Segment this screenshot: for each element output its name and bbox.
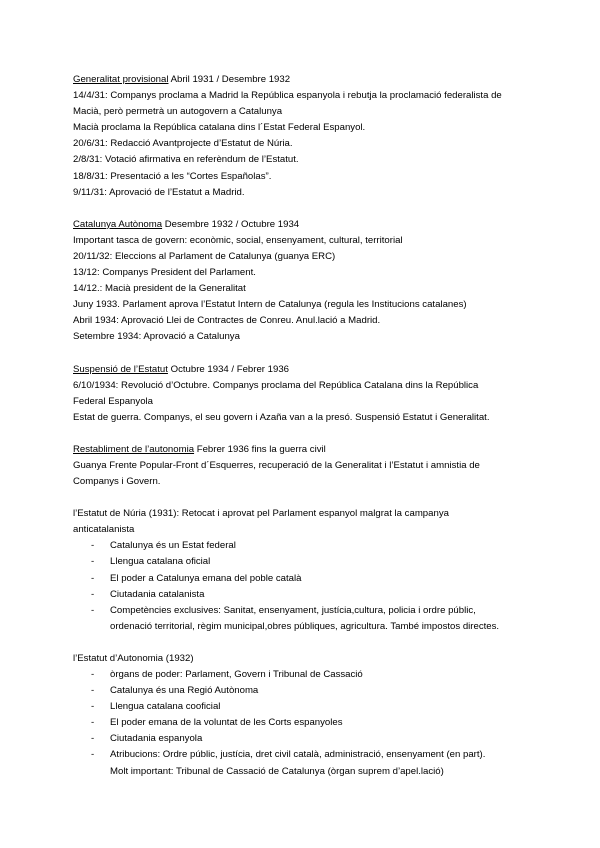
paragraph-intro: l’Estatut d’Autonomia (1932) xyxy=(73,652,194,664)
document-page xyxy=(73,72,543,780)
text-line: 14/12.: Macià president de la Generalitat xyxy=(73,283,246,295)
paragraph-intro: l’Estatut de Núria (1931): Retocat i aprovat pel Parlament espanyol malgrat la campanya xyxy=(73,508,449,520)
section-period: Febrer 1936 fins la guerra civil xyxy=(194,443,326,455)
section-period: Octubre 1934 / Febrer 1936 xyxy=(167,363,289,375)
section-title: Restabliment de l’autonomia xyxy=(73,443,195,455)
list-item-text: El poder a Catalunya emana del poble català xyxy=(110,572,302,584)
text-line: Companys i Govern. xyxy=(73,476,161,488)
list-dash: - xyxy=(91,604,95,616)
list-item xyxy=(73,603,543,635)
text-line: 9/11/31: Aprovació de l’Estatut a Madrid. xyxy=(73,186,245,198)
list-item-text: Molt important: Tribunal de Cassació de Catalunya (òrgan suprem d’apel.lació) xyxy=(110,765,444,777)
text-line: 20/11/32: Eleccions al Parlament de Catalunya (guanya ERC) xyxy=(73,250,336,262)
section-period: Desembre 1932 / Octubre 1934 xyxy=(162,218,300,230)
list-dash: - xyxy=(91,685,95,697)
text-line: Abril 1934: Aprovació Llei de Contractes de Conreu. Anul.lació a Madrid. xyxy=(73,315,381,327)
list-item xyxy=(73,747,543,779)
text-line: 18/8/31: Presentació a les “Cortes Españolas”. xyxy=(73,170,272,182)
list-item xyxy=(73,731,543,747)
text-line: 20/6/31: Redacció Avantprojecte d’Estatut de Núria. xyxy=(73,138,293,150)
dash-list xyxy=(73,538,543,635)
list-item xyxy=(73,667,543,683)
list-item xyxy=(73,699,543,715)
list-item xyxy=(73,538,543,554)
section-title: Catalunya Autònoma xyxy=(73,218,163,230)
spacer xyxy=(73,426,543,442)
spacer xyxy=(73,635,543,651)
list-item-text: Catalunya és una Regió Autònoma xyxy=(110,685,259,697)
list-item-text: Ciutadania catalanista xyxy=(110,588,205,600)
list-dash: - xyxy=(91,717,95,729)
list-item xyxy=(73,715,543,731)
section-title: Generalitat provisional xyxy=(73,74,169,85)
text-line: Guanya Frente Popular-Front d´Esquerres, recuperació de la Generalitat i l’Estatut i amnistia de xyxy=(73,459,480,471)
text-line: Macià proclama la República catalana dins l´Estat Federal Espanyol. xyxy=(73,122,366,134)
list-dash: - xyxy=(91,749,95,761)
section-heading xyxy=(73,362,543,378)
section-title: Suspensió de l’Estatut xyxy=(73,363,168,375)
spacer xyxy=(73,346,543,362)
paragraph-intro: anticatalanista xyxy=(73,524,135,536)
section-heading xyxy=(73,72,543,88)
list-dash: - xyxy=(91,588,95,600)
text-line: Federal Espanyola xyxy=(73,395,153,407)
text-line: Important tasca de govern: econòmic, social, ensenyament, cultural, territorial xyxy=(73,234,403,246)
dash-list xyxy=(73,667,543,780)
spacer xyxy=(73,490,543,506)
text-line: 13/12: Companys President del Parlament. xyxy=(73,267,256,279)
list-item xyxy=(73,683,543,699)
text-line: 2/8/31: Votació afirmativa en referèndum de l’Estatut. xyxy=(73,154,299,166)
list-item xyxy=(73,554,543,570)
list-dash: - xyxy=(91,733,95,745)
list-item-text: ordenació territorial, règim municipal,obres públiques, agricultura. També impostos directes. xyxy=(110,620,500,632)
text-line: Setembre 1934: Aprovació a Catalunya xyxy=(73,331,240,343)
text-line: 14/4/31: Companys proclama a Madrid la República espanyola i rebutja la proclamació federalista de xyxy=(73,90,502,102)
list-dash: - xyxy=(91,669,95,680)
list-item xyxy=(73,571,543,587)
text-line: 6/10/1934: Revolució d’Octubre. Companys proclama del República Catalana dins la República xyxy=(73,379,479,391)
list-item-text: òrgans de poder: Parlament, Govern i Tribunal de Cassació xyxy=(110,669,363,680)
list-item-text: El poder emana de la voluntat de les Corts espanyoles xyxy=(110,717,343,729)
text-line: Estat de guerra. Companys, el seu govern i Azaña van a la presó. Suspensió Estatut i Generalitat. xyxy=(73,411,490,423)
list-item-text: Catalunya és un Estat federal xyxy=(110,540,236,552)
list-dash: - xyxy=(91,572,95,584)
list-item-text: Llengua catalana oficial xyxy=(110,556,211,568)
spacer xyxy=(73,201,543,217)
list-item-text: Llengua catalana cooficial xyxy=(110,701,221,713)
list-dash: - xyxy=(91,540,95,552)
section-heading xyxy=(73,217,543,233)
list-dash: - xyxy=(91,701,95,713)
section-heading xyxy=(73,442,543,458)
list-dash: - xyxy=(91,556,95,568)
list-item-text: Ciutadania espanyola xyxy=(110,733,203,745)
section-period: Abril 1931 / Desembre 1932 xyxy=(168,74,291,85)
list-item xyxy=(73,587,543,603)
list-item-text: Competències exclusives: Sanitat, ensenyament, justícia,cultura, policia i ordre públic, xyxy=(110,604,476,616)
text-line: Juny 1933. Parlament aprova l’Estatut Intern de Catalunya (regula les Institucions catalanes) xyxy=(73,299,467,311)
text-line: Macià, però permetrà un autogovern a Catalunya xyxy=(73,106,283,118)
list-item-text: Atribucions: Ordre públic, justícia, dret civil català, administració, ensenyament (en part). xyxy=(110,749,486,761)
